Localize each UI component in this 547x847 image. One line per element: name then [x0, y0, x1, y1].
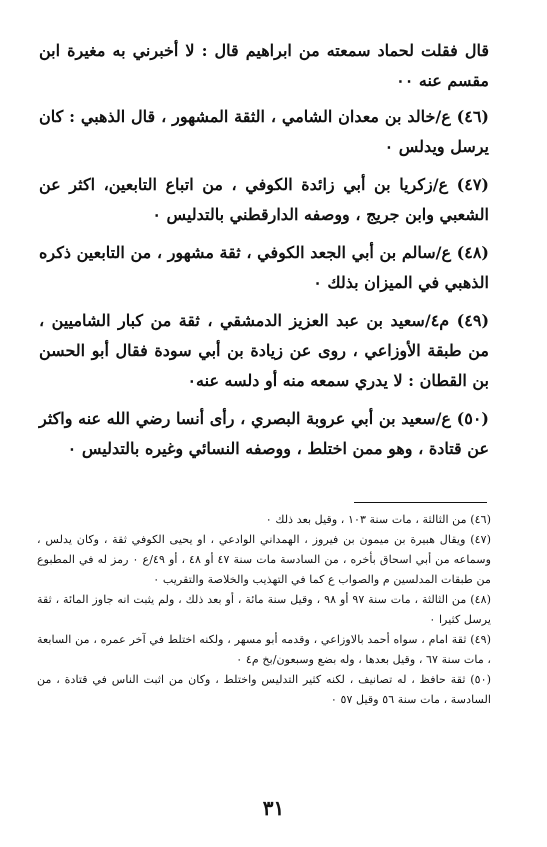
paragraph-continuation: قال فقلت لحماد سمعته من ابراهيم قال : لا أخبرني به مغيرة ابن مقسم عنه ٠٠ [39, 41, 489, 90]
entry-49: (٤٩) م٤/سعيد بن عبد العزيز الدمشقي ، ثقة من كبار الشاميين ، من طبقة الأوزاعي ، روى عن زيادة بن أبي سودة فقال أبو الحسن بن القطان : لا يدري سمعه منه أو دلسه عنه٠ [39, 311, 490, 390]
footnote-49: (٤٩) ثقة امام ، سواه أحمد بالاوزاعي ، وقدمه أبو مسهر ، ولكنه اختلط في آخر عمره ، من السابعة ، مات سنة ٦٧ ، وقيل بعدها ، وله بضع وسبعون/بخ م٤ ٠ [37, 633, 491, 666]
footnote-separator [354, 502, 487, 503]
footnote-48: (٤٨) من الثالثة ، مات سنة ٩٧ أو ٩٨ ، وقيل سنة مائة ، أو بعد ذلك ، ولم يثبت انه جاوز المائة ، ثقة يرسل كثيرا ٠ [37, 593, 492, 626]
footnote-47: (٤٧) ويقال هبيرة بن ميمون بن فيروز ، الهمداني الوادعي ، او يحيى الكوفي ثقة ، وكان يدلس ، وسماعه من أبي اسحاق بأخره ، من السادسة مات سنة ٤٧ أو ٤٨ ، أو ٤٩/ع ٠ رمز له في المطبوع من طبقات المدلسين م والصواب ع كما في التهذيب والخلاصة والتقريب ٠ [37, 533, 491, 586]
footnotes [37, 510, 491, 710]
entry-48: (٤٨) ع/سالم بن أبي الجعد الكوفي ، ثقة مشهور ، من التابعين ذكره الذهبي في الميزان بذلك ٠ [39, 243, 489, 292]
footnote-50: (٥٠) ثقة حافظ ، له تصانيف ، لكنه كثير التدليس واختلط ، وكان من اثبت الناس في قتادة ، من السادسة ، مات سنة ٥٦ وقيل ٥٧ ٠ [37, 673, 491, 706]
footnote-46: (٤٦) من الثالثة ، مات سنة ١٠٣ ، وقيل بعد ذلك ٠ [265, 513, 491, 526]
entry-46: (٤٦) ع/خالد بن معدان الشامي ، الثقة المشهور ، قال الذهبي : كان يرسل ويدلس ٠ [39, 107, 489, 156]
page-number: ٣١ [262, 796, 285, 820]
entry-47: (٤٧) ع/زكريا بن أبي زائدة الكوفي ، من اتباع التابعين، اكثر عن الشعبي وابن جريج ، ووصفه الدارقطني بالتدليس ٠ [39, 175, 489, 224]
entry-50: (٥٠) ع/سعيد بن أبي عروبة البصري ، رأى أنسا رضي الله عنه واكثر عن قتادة ، وهو ممن اختلط ، ووصفه النسائي وغيره بالتدليس ٠ [39, 409, 489, 458]
main-text [39, 36, 489, 472]
